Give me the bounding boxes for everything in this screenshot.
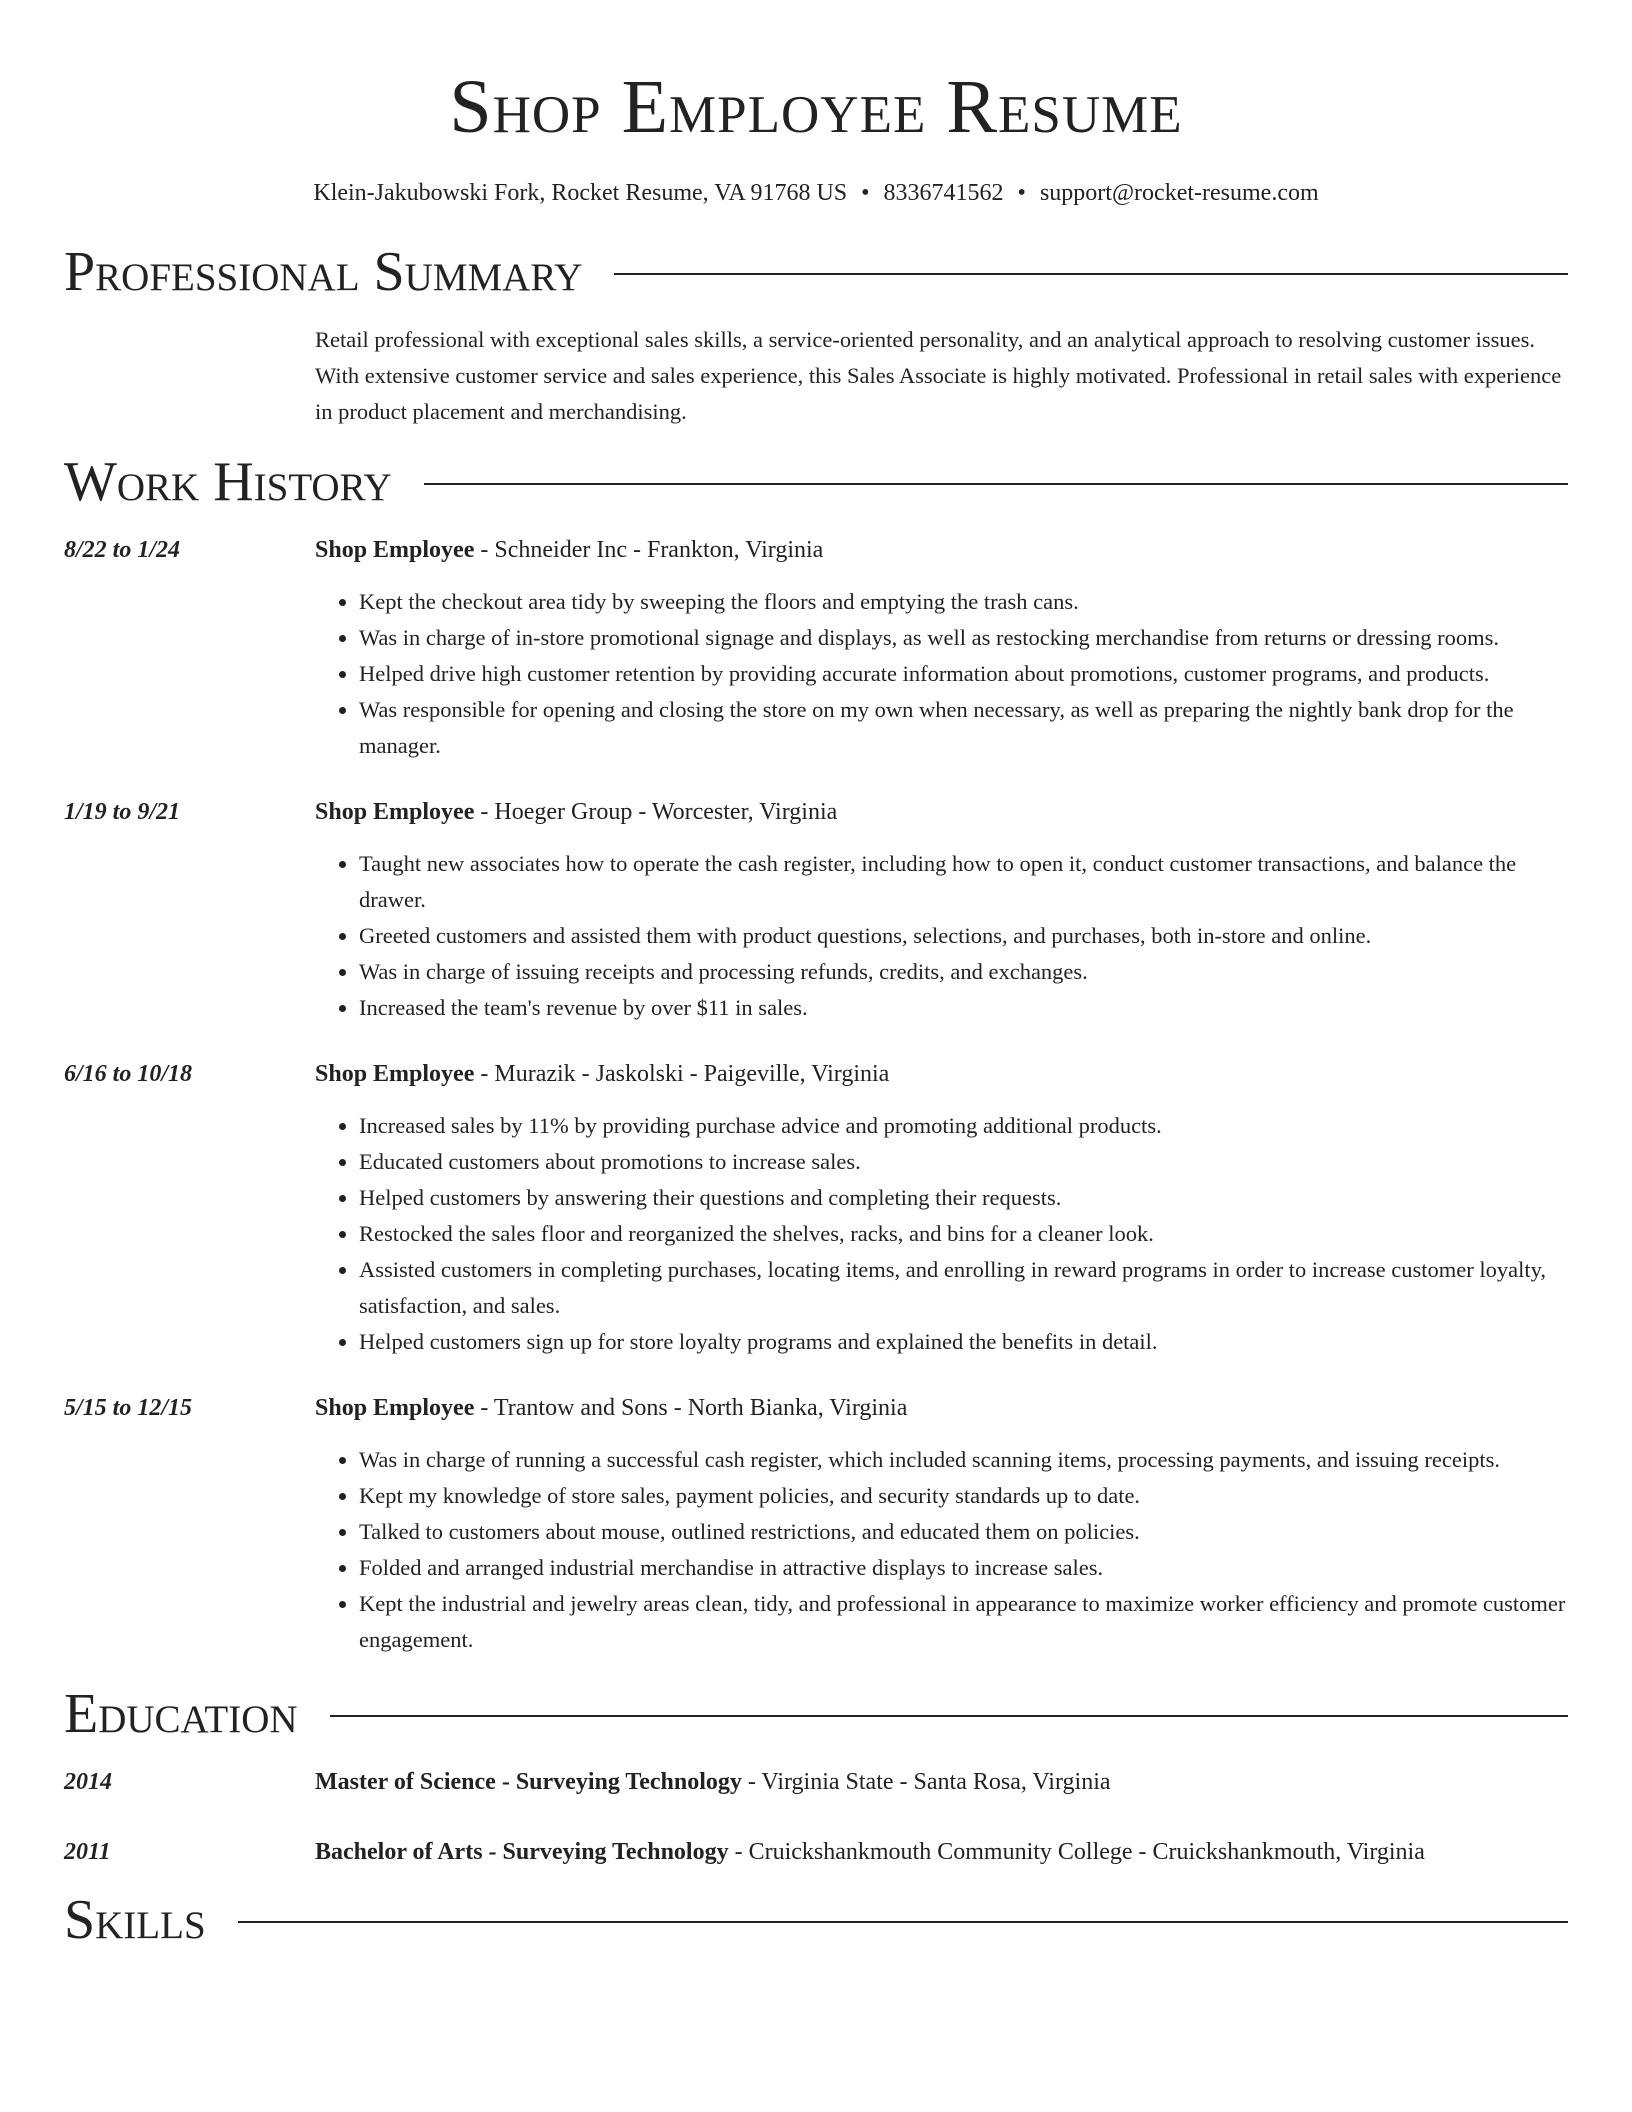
section-title-skills: Skills — [64, 1889, 206, 1951]
section-divider — [330, 1715, 1568, 1717]
job-heading — [315, 1390, 1568, 1426]
education-degree: Bachelor of Arts - Surveying Technology — [315, 1839, 729, 1865]
duty-item: • Was in charge of in-store promotional signage and displays, as well as restocking merchandise from returns or dressing rooms. — [359, 620, 1568, 656]
contact-email: support@rocket-resume.com — [1039, 180, 1319, 206]
duty-item: • Taught new associates how to operate the cash register, including how to open it, conduct customer transactions, and balance the drawer. — [359, 846, 1568, 918]
contact-phone: 8336741562 — [883, 180, 1004, 206]
section-title-work: Work History — [64, 451, 392, 513]
duty-item: • Folded and arranged industrial merchandise in attractive displays to increase sales. — [359, 1550, 1568, 1586]
education-year: 2011 — [64, 1839, 111, 1865]
section-header-summary — [64, 240, 1568, 304]
section-header-skills — [64, 1888, 1568, 1952]
job-dates: 6/16 to 10/18 — [64, 1061, 193, 1087]
contact-line — [64, 176, 1568, 210]
section-divider — [614, 273, 1568, 275]
duty-item: • Helped customers sign up for store loyalty programs and explained the benefits in detail. — [359, 1324, 1568, 1360]
section-header-education — [64, 1682, 1568, 1746]
duty-item: • Was in charge of issuing receipts and processing refunds, credits, and exchanges. — [359, 954, 1568, 990]
contact-address: Klein-Jakubowski Fork, Rocket Resume, VA 91768 US — [313, 180, 848, 206]
duty-item: • Restocked the sales floor and reorganized the shelves, racks, and bins for a cleaner look. — [359, 1216, 1568, 1252]
education-heading — [315, 1834, 1568, 1870]
duty-item: • Assisted customers in completing purchases, locating items, and enrolling in reward programs in order to increase customer loyalty, satisfaction, and sales. — [359, 1252, 1568, 1324]
job-details: - Murazik - Jaskolski - Paigeville, Virginia — [474, 1061, 890, 1087]
job-duties — [315, 584, 1568, 764]
job-duties — [315, 1108, 1568, 1360]
contact-separator: • — [861, 180, 870, 206]
education-heading — [315, 1764, 1568, 1800]
duty-item: • Increased the team's revenue by over $11 in sales. — [359, 990, 1568, 1026]
section-title-education: Education — [64, 1683, 298, 1745]
job-title: Shop Employee — [315, 1395, 475, 1421]
summary-text: Retail professional with exceptional sales skills, a service-oriented personality, and an analytical approach to resolving customer issues. With extensive customer service and sales experience, this Sales Associate is highly motivated. Professional in retail sales with experience in product placement and merchandising. — [315, 327, 1562, 424]
work-history-list — [64, 532, 1568, 1658]
education-entry — [64, 1834, 1568, 1870]
job-dates: 8/22 to 1/24 — [64, 537, 181, 563]
education-year: 2014 — [64, 1769, 112, 1795]
job-details: - Hoeger Group - Worcester, Virginia — [474, 799, 838, 825]
contact-separator: • — [1017, 180, 1026, 206]
duty-item: • Was in charge of running a successful cash register, which included scanning items, processing payments, and issuing receipts. — [359, 1442, 1568, 1478]
job-duties — [315, 1442, 1568, 1658]
job-entry — [64, 1390, 1568, 1658]
job-entry — [64, 1056, 1568, 1360]
job-duties — [315, 846, 1568, 1026]
job-details: - Schneider Inc - Frankton, Virginia — [474, 537, 824, 563]
resume-page — [64, 0, 1568, 1952]
duty-item: • Helped customers by answering their questions and completing their requests. — [359, 1180, 1568, 1216]
section-header-work — [64, 450, 1568, 514]
job-heading — [315, 532, 1568, 568]
job-title: Shop Employee — [315, 537, 475, 563]
job-title: Shop Employee — [315, 1061, 475, 1087]
duty-item: • Talked to customers about mouse, outlined restrictions, and educated them on policies. — [359, 1514, 1568, 1550]
section-title-summary: Professional Summary — [64, 241, 583, 303]
section-divider — [238, 1921, 1568, 1923]
education-details: - Cruickshankmouth Community College - Cruickshankmouth, Virginia — [728, 1839, 1425, 1865]
resume-title: Shop Employee Resume — [449, 65, 1183, 149]
duty-item: • Helped drive high customer retention by providing accurate information about promotions, customer programs, and products. — [359, 656, 1568, 692]
duty-item: • Kept the industrial and jewelry areas clean, tidy, and professional in appearance to maximize worker efficiency and promote customer engagement. — [359, 1586, 1568, 1658]
job-details: - Trantow and Sons - North Bianka, Virginia — [474, 1395, 908, 1421]
duty-item: • Kept my knowledge of store sales, payment policies, and security standards up to date. — [359, 1478, 1568, 1514]
duty-item: • Increased sales by 11% by providing purchase advice and promoting additional products. — [359, 1108, 1568, 1144]
job-entry — [64, 532, 1568, 764]
job-title: Shop Employee — [315, 799, 475, 825]
job-dates: 1/19 to 9/21 — [64, 799, 181, 825]
education-entry — [64, 1764, 1568, 1800]
job-heading — [315, 794, 1568, 830]
job-heading — [315, 1056, 1568, 1092]
education-degree: Master of Science - Surveying Technology — [315, 1769, 742, 1795]
duty-item: • Kept the checkout area tidy by sweeping the floors and emptying the trash cans. — [359, 584, 1568, 620]
education-details: - Virginia State - Santa Rosa, Virginia — [741, 1769, 1111, 1795]
education-list — [64, 1764, 1568, 1870]
duty-item: • Educated customers about promotions to increase sales. — [359, 1144, 1568, 1180]
duty-item: • Greeted customers and assisted them with product questions, selections, and purchases, both in-store and online. — [359, 918, 1568, 954]
job-entry — [64, 794, 1568, 1026]
job-dates: 5/15 to 12/15 — [64, 1395, 193, 1421]
duty-item: • Was responsible for opening and closing the store on my own when necessary, as well as preparing the nightly bank drop for the manager. — [359, 692, 1568, 764]
section-divider — [424, 483, 1568, 485]
